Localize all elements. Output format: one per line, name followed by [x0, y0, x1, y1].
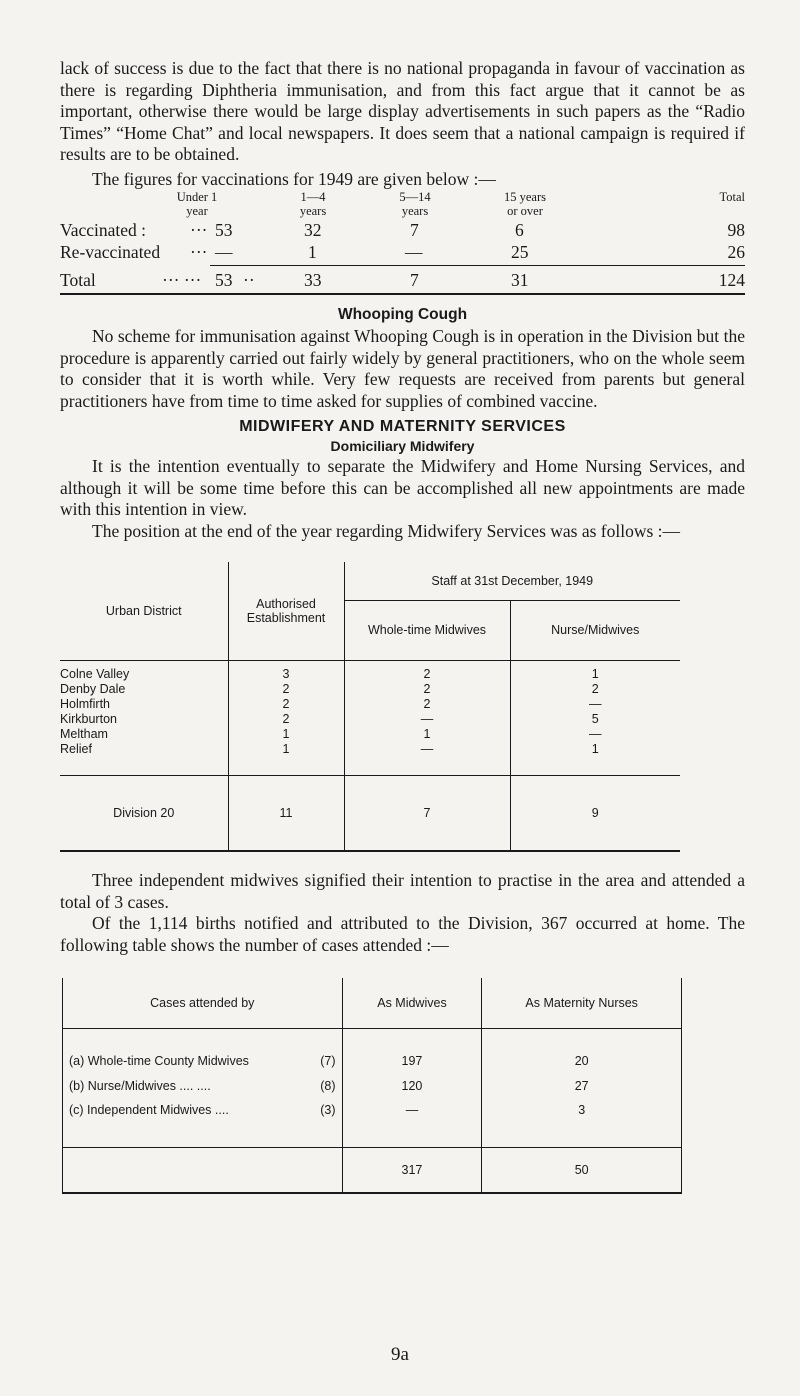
vacc-row-leader: ··· ···: [162, 270, 202, 290]
paragraph-midwifery-intention: It is the intention eventually to separate the Midwifery and Home Nursing Services, and although it will be some time before this can be accomplished all new appointments are made with this intention in view.: [60, 456, 745, 519]
vaccination-table: [60, 190, 745, 300]
vacc-rule-heavy: [60, 293, 745, 295]
vacc-header-total: Total: [719, 190, 745, 204]
table-row: Denby Dale 2 2 2: [60, 682, 599, 696]
paragraph-whooping-cough: No scheme for immunisation against Whooping Cough is in operation in the Division but the procedure is apparently carried out fairly widely by general practitioners, who on the whole seem to consider that it is worth while. Very few requests are received from parents but general practitioners have from time to time asked for supplies of combined vaccine.: [60, 326, 745, 411]
paragraph-births-notified: Of the 1,114 births notified and attributed to the Division, 367 occurred at home. The following table shows the number of cases attended :—: [60, 913, 745, 955]
vacc-row-label: Vaccinated :: [60, 220, 146, 240]
paragraph-vaccination-propaganda: lack of success is due to the fact that there is no national propaganda in favour of vaccination as there is regarding Diphtheria immunisation, and from this fact argue that it cannot be as important, otherwise there would be large display advertisements in such papers as the “Radio Times” “Home Chat” and local newspapers. It does seem that a national campaign is required if results are to be obtained.: [60, 58, 745, 164]
col-whole-time: Whole-time Midwives: [344, 600, 510, 660]
vacc-header-1-4: 1—4 years: [299, 190, 327, 218]
vacc-value: 53: [215, 270, 233, 290]
table-row: Holmfirth 2 2 —: [60, 697, 602, 711]
vacc-total-label: Total: [60, 270, 96, 290]
vacc-row-leader: ···: [190, 242, 208, 262]
table-row: (b) Nurse/Midwives .... .... (8) 120 27: [63, 1068, 682, 1103]
vacc-row-leader: ··: [243, 270, 255, 290]
vacc-value: 33: [304, 270, 322, 290]
vacc-header-15-over: 15 years or over: [504, 190, 546, 218]
table-total-row: 317 50: [63, 1147, 682, 1193]
vacc-value: 98: [727, 220, 745, 240]
vacc-value: 31: [511, 270, 529, 290]
table-row: Relief 1 — 1: [60, 742, 599, 756]
col-as-maternity-nurses: As Maternity Nurses: [482, 978, 682, 1028]
col-nurse-midwives: Nurse/Midwives: [510, 600, 680, 660]
vacc-value: 124: [718, 270, 745, 290]
vacc-value: —: [405, 242, 423, 262]
vacc-value: 26: [727, 242, 745, 262]
page-number: 9a: [391, 1344, 409, 1365]
table-row: Colne Valley 3 2 1: [60, 667, 599, 681]
vacc-row-leader: ···: [190, 220, 208, 240]
page-content: [60, 58, 745, 1194]
heading-whooping-cough: Whooping Cough: [337, 306, 468, 323]
table-row: (c) Independent Midwives .... (3) — 3: [63, 1103, 682, 1133]
vaccination-intro: The figures for vaccinations for 1949 are given below :—: [92, 168, 496, 189]
vacc-value: 25: [511, 242, 529, 262]
vacc-value: 7: [410, 220, 419, 240]
cases-table: [62, 978, 682, 1194]
vacc-rule: [210, 265, 745, 266]
col-staff-dec: Staff at 31st December, 1949: [344, 562, 680, 600]
table-row: (a) Whole-time County Midwives (7) 197 20: [63, 1028, 682, 1068]
table-row: Kirkburton 2 — 5: [60, 712, 599, 726]
paragraph-midwifery-position: The position at the end of the year regarding Midwifery Services was as follows :—: [92, 520, 681, 541]
heading-domiciliary: Domiciliary Midwifery: [330, 438, 475, 454]
vacc-value: 1: [308, 242, 317, 262]
table-total-row: Division 20 11 7 9: [60, 775, 680, 851]
col-authorised: Authorised Establishment: [228, 562, 344, 660]
vacc-value: 6: [515, 220, 524, 240]
col-as-midwives: As Midwives: [342, 978, 482, 1028]
table-row: Meltham 1 1 —: [60, 727, 602, 741]
paragraph-independent-midwives: Three independent midwives signified their intention to practise in the area and attended a total of 3 cases.: [60, 870, 745, 912]
vacc-row-label: Re-vaccinated: [60, 242, 161, 262]
staff-table: [60, 562, 680, 852]
vacc-value: 32: [304, 220, 322, 240]
col-cases-attended-by: Cases attended by: [63, 978, 343, 1028]
vacc-header-5-14: 5—14 years: [399, 190, 431, 218]
vacc-value: 7: [410, 270, 419, 290]
col-urban-district: Urban District: [60, 562, 228, 660]
vacc-header-under1: Under 1 year: [176, 190, 218, 218]
vacc-value: —: [215, 242, 233, 262]
heading-midwifery: MIDWIFERY AND MATERNITY SERVICES: [239, 418, 566, 435]
vacc-value: 53: [215, 220, 233, 240]
